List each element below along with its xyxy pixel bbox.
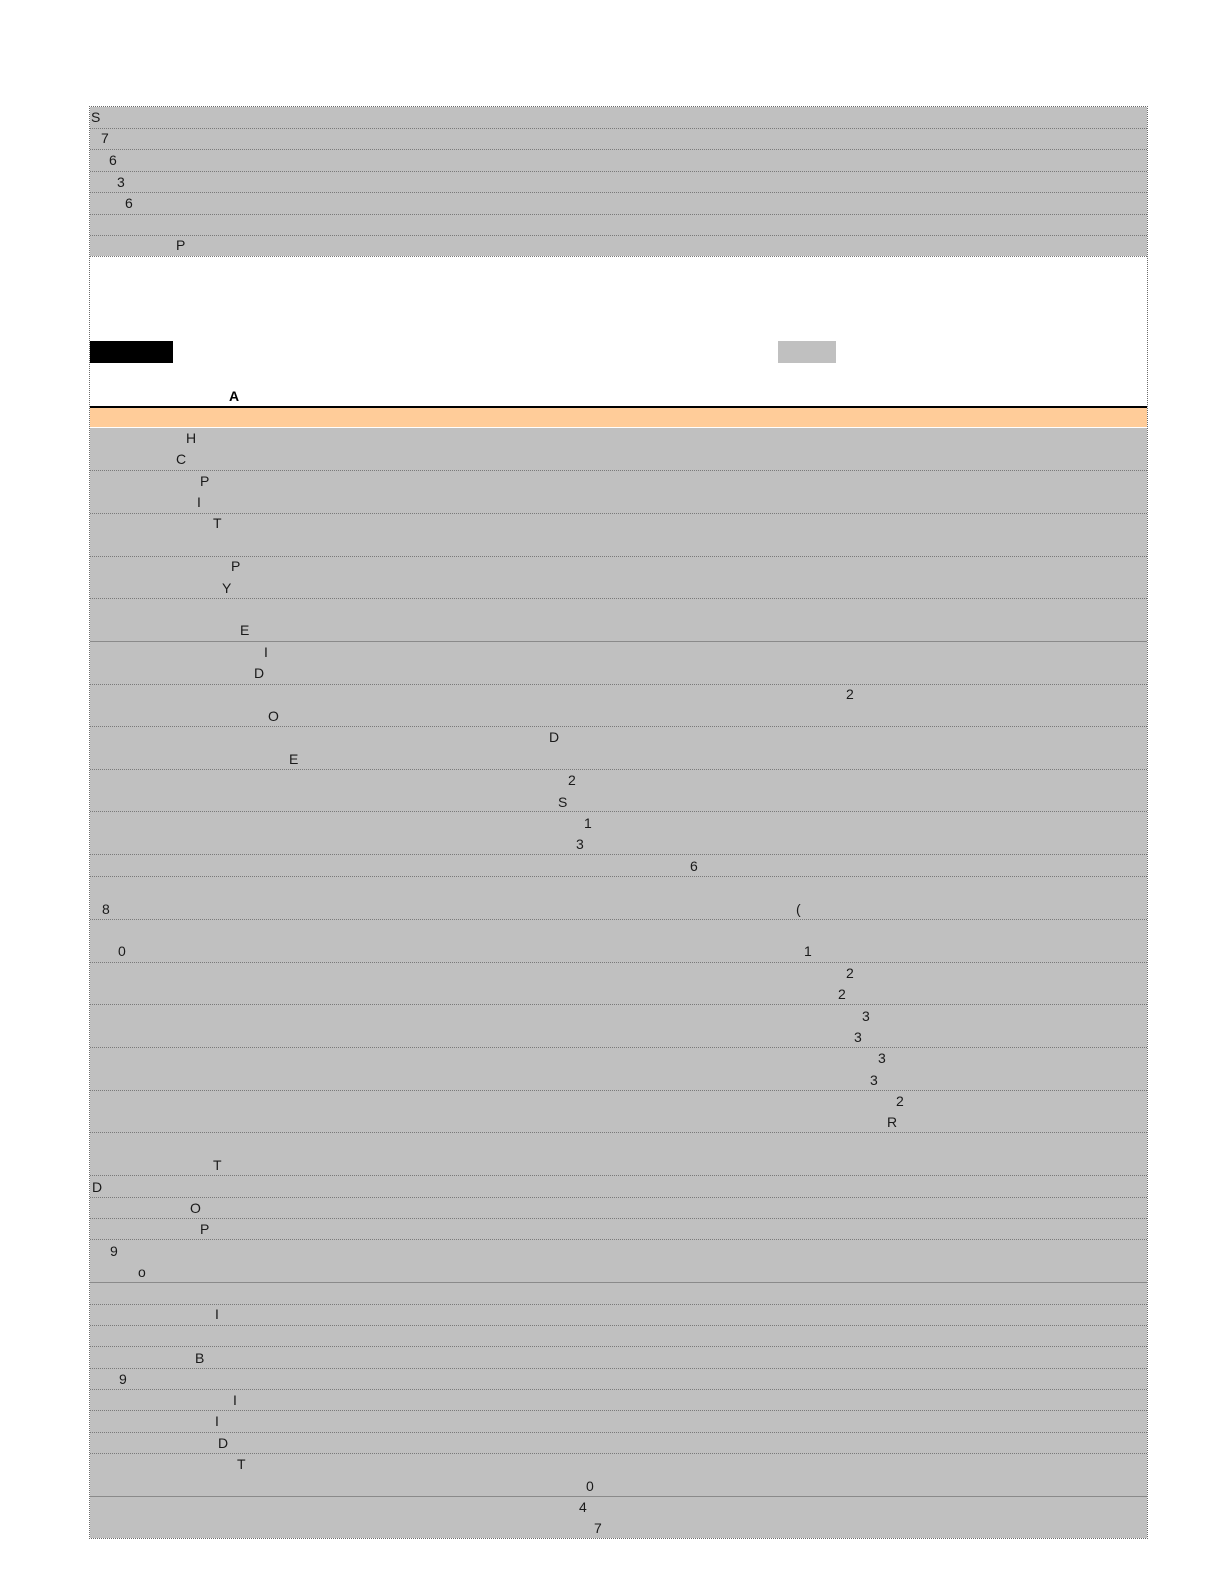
row-divider	[90, 1090, 1147, 1091]
body-char: 6	[690, 858, 698, 874]
body-char: D	[549, 729, 560, 745]
body-char: P	[200, 473, 210, 489]
body-char: 3	[854, 1029, 862, 1045]
body-char: 2	[838, 986, 846, 1002]
row-divider	[90, 1004, 1147, 1005]
body-char: I	[264, 644, 268, 660]
body-char: R	[887, 1114, 898, 1130]
row-divider	[90, 854, 1147, 855]
header-band	[90, 107, 1147, 256]
body-char: T	[237, 1456, 246, 1472]
row-divider	[90, 1432, 1147, 1433]
row-divider	[90, 128, 1147, 129]
row-divider	[90, 1325, 1147, 1326]
body-char: S	[558, 794, 568, 810]
body-char: Y	[222, 580, 232, 596]
row-divider	[90, 684, 1147, 685]
row-divider	[90, 192, 1147, 193]
row-divider	[90, 1389, 1147, 1390]
body-char: 1	[804, 943, 812, 959]
row-divider	[90, 1453, 1147, 1454]
section-title: A	[229, 388, 240, 404]
row-divider	[90, 1410, 1147, 1411]
body-char: 0	[586, 1478, 594, 1494]
row-divider	[90, 1132, 1147, 1133]
body-char: 9	[110, 1243, 118, 1259]
row-divider	[90, 1496, 1147, 1497]
header-char: 3	[117, 174, 125, 190]
body-char: o	[138, 1264, 146, 1280]
body-char: 3	[878, 1050, 886, 1066]
row-divider	[90, 149, 1147, 150]
header-char: 7	[101, 130, 109, 146]
row-divider	[90, 513, 1147, 514]
row-divider	[90, 641, 1147, 642]
row-divider	[90, 1175, 1147, 1176]
row-divider	[90, 470, 1147, 471]
row-divider	[90, 1218, 1147, 1219]
body-char: 3	[870, 1072, 878, 1088]
body-char: T	[213, 1157, 222, 1173]
body-char: P	[200, 1221, 210, 1237]
row-divider	[90, 876, 1147, 877]
body-char: 1	[584, 815, 592, 831]
body-char: O	[190, 1200, 201, 1216]
body-char: 0	[118, 943, 126, 959]
header-char: S	[91, 109, 101, 125]
row-divider	[90, 1239, 1147, 1240]
body-char: I	[233, 1392, 237, 1408]
body-char: C	[176, 451, 187, 467]
body-char: (	[796, 901, 801, 917]
row-divider	[90, 1282, 1147, 1283]
header-char: 6	[125, 195, 133, 211]
body-char: 9	[119, 1371, 127, 1387]
body-char: 2	[846, 686, 854, 702]
row-divider	[90, 256, 1147, 257]
row-divider	[90, 962, 1147, 963]
body-char: I	[215, 1413, 219, 1429]
row-divider	[90, 811, 1147, 812]
body-char: 2	[568, 772, 576, 788]
body-char: D	[218, 1435, 229, 1451]
body-band	[90, 428, 1147, 1538]
row-divider	[90, 171, 1147, 172]
row-divider	[90, 235, 1147, 236]
body-char: T	[213, 515, 222, 531]
body-char: B	[195, 1350, 205, 1366]
body-char: 3	[576, 836, 584, 852]
body-char: H	[186, 430, 197, 446]
highlight-bar	[90, 406, 1147, 427]
row-divider	[90, 1304, 1147, 1305]
body-char: 4	[579, 1499, 587, 1515]
row-divider	[90, 919, 1147, 920]
row-divider	[90, 556, 1147, 557]
body-char: O	[268, 708, 279, 724]
row-divider	[90, 769, 1147, 770]
row-divider	[90, 1047, 1147, 1048]
body-char: E	[289, 751, 299, 767]
grey-field-block	[778, 341, 836, 363]
body-char: P	[231, 558, 241, 574]
body-char: 8	[102, 901, 110, 917]
body-char: I	[197, 494, 201, 510]
body-char: 2	[896, 1093, 904, 1109]
row-divider	[90, 726, 1147, 727]
redaction-block	[90, 341, 173, 363]
row-divider	[90, 214, 1147, 215]
row-divider	[90, 598, 1147, 599]
body-char: D	[254, 665, 265, 681]
header-char: 6	[109, 152, 117, 168]
body-char: I	[215, 1306, 219, 1322]
white-panel	[90, 257, 1147, 405]
body-char: 3	[862, 1008, 870, 1024]
body-char: D	[92, 1179, 103, 1195]
body-char: 7	[594, 1520, 602, 1536]
row-divider	[90, 1368, 1147, 1369]
body-char: 2	[846, 965, 854, 981]
row-divider	[90, 1197, 1147, 1198]
body-char: E	[240, 622, 250, 638]
row-divider	[90, 1346, 1147, 1347]
header-char: P	[176, 237, 186, 253]
